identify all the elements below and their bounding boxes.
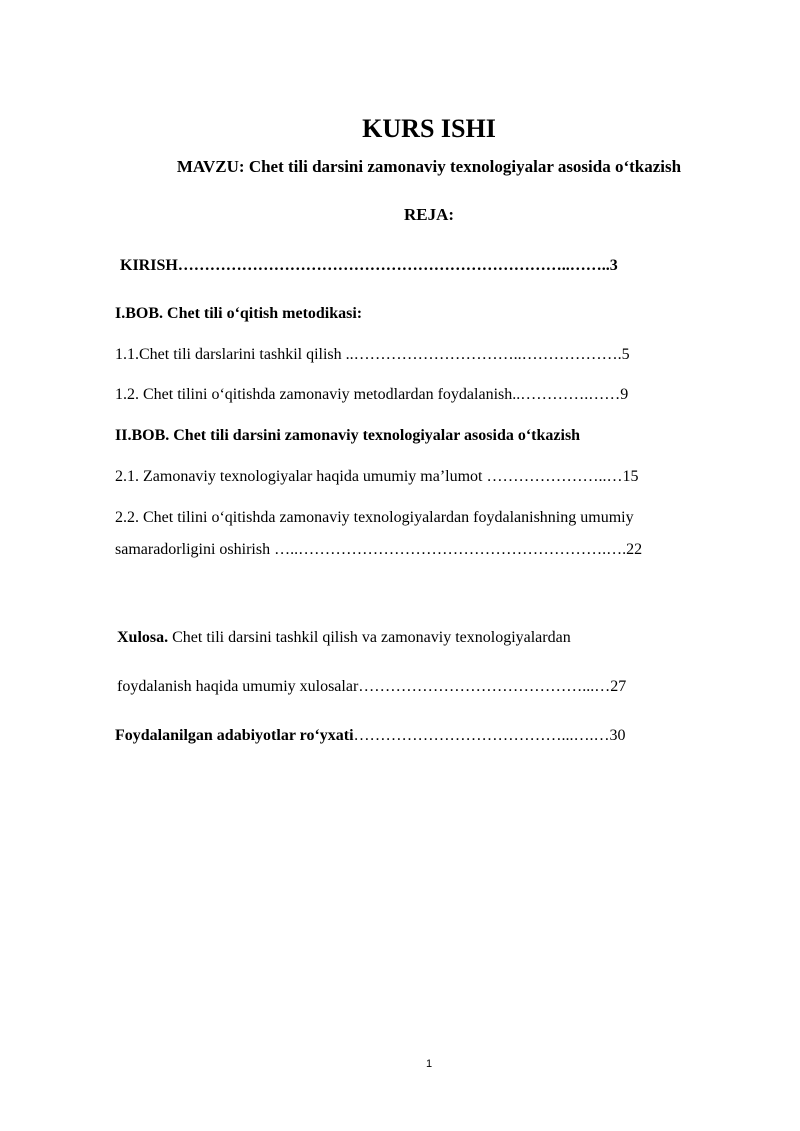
toc-references-dots: …………………………………...….…30	[353, 727, 626, 744]
toc-item-2-2-line1: 2.2. Chet tilini o‘qitishda zamonaviy texnologiyalardan foydalanishning umumiy	[115, 509, 634, 526]
toc-references-label: Foydalanilgan adabiyotlar ro‘yxati	[115, 727, 354, 744]
toc-conclusion-line2: foydalanish haqida umumiy xulosalar……………………………………...…27	[117, 678, 627, 695]
toc-item-1-2: 1.2. Chet tilini o‘qitishda zamonaviy metodlardan foydalanish..………….……9	[115, 386, 629, 403]
toc-item-2-1: 2.1. Zamonaviy texnologiyalar haqida umumiy ma’lumot …………………..…15	[115, 468, 639, 485]
toc-conclusion-label: Xulosa.	[117, 629, 169, 646]
page-number: 1	[425, 1058, 433, 1070]
toc-references	[115, 726, 626, 746]
document-title: KURS ISHI	[362, 114, 496, 143]
document-subtitle: MAVZU: Chet tili darsini zamonaviy texnologiyalar asosida o‘tkazish	[176, 157, 682, 176]
toc-conclusion-line1	[117, 628, 571, 648]
toc-kirish: KIRISH………………………………………………………………..……..3	[120, 257, 618, 274]
toc-item-2-2-line2: samaradorligini oshirish …..………………………………………………….….22	[115, 541, 643, 558]
toc-chapter-2: II.BOB. Chet tili darsini zamonaviy texnologiyalar asosida o‘tkazish	[115, 427, 581, 444]
toc-chapter-1: I.BOB. Chet tili o‘qitish metodikasi:	[115, 305, 363, 322]
toc-conclusion-text: Chet tili darsini tashkil qilish va zamonaviy texnologiyalardan	[168, 629, 571, 646]
plan-heading: REJA:	[403, 205, 455, 224]
toc-item-1-1: 1.1.Chet tili darslarini tashkil qilish ..…………………………..……………….5	[115, 346, 630, 363]
